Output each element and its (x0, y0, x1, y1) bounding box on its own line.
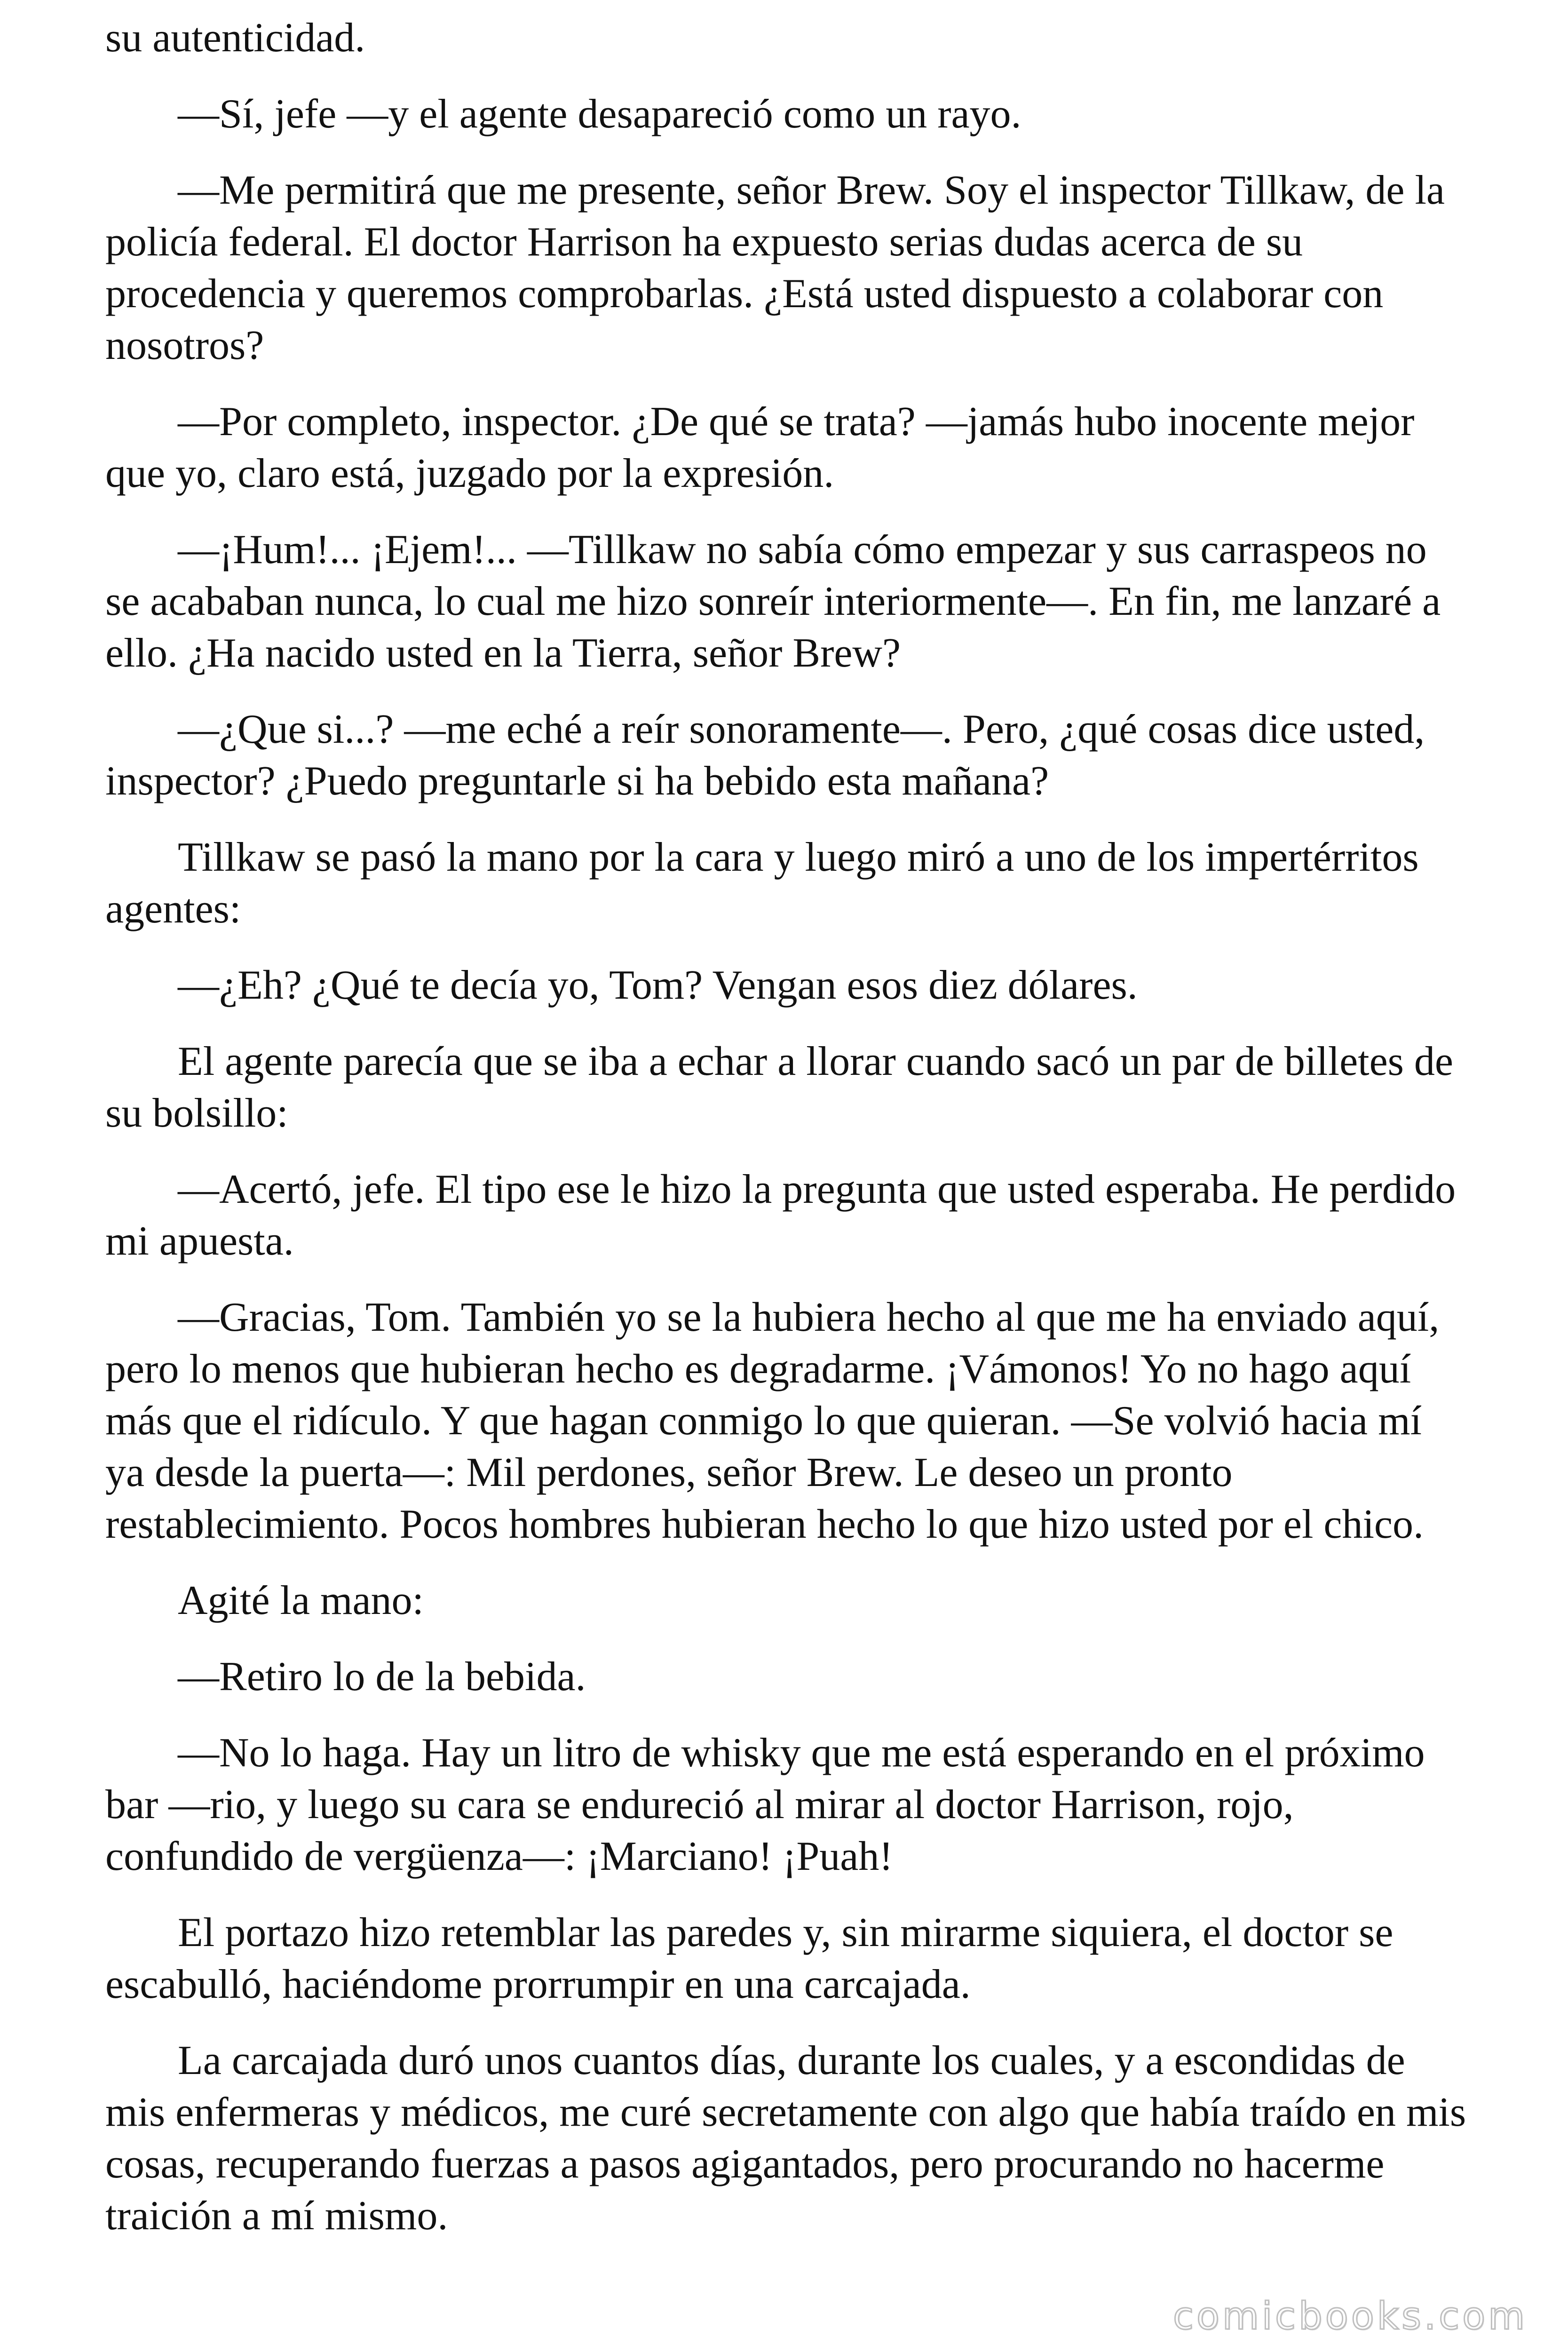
paragraph: —Sí, jefe —y el agente desapareció como un rayo. (178, 91, 1022, 137)
paragraph: —No lo haga. Hay un litro de whisky que me está esperando en el próximo bar —rio, y luego su cara se endureció al mirar al doctor Harrison, rojo, confundido de vergüenza—: ¡Marciano! ¡Puah! (105, 1730, 1425, 1879)
paragraph: El portazo hizo retemblar las paredes y, sin mirarme siquiera, el doctor se escabulló, haciéndome prorrumpir en una carcajada. (105, 1910, 1394, 2007)
paragraph: —Retiro lo de la bebida. (178, 1654, 586, 1700)
paragraph: La carcajada duró unos cuantos días, durante los cuales, y a escondidas de mis enfermeras y médicos, me curé secretamente con algo que había traído en mis cosas, recuperando fuerzas a pasos agigantados, pero procurando no hacerme traición a mí mismo. (105, 2038, 1466, 2239)
paragraph: —¡Hum!... ¡Ejem!... —Tillkaw no sabía cómo empezar y sus carraspeos no se acababan nunca, lo cual me hizo sonreír interiormente—. En fin, me lanzaré a ello. ¿Ha nacido usted en la Tierra, señor Brew? (105, 527, 1441, 676)
watermark: comicbooks.com (1172, 2294, 1528, 2338)
paragraph: —¿Eh? ¿Qué te decía yo, Tom? Vengan esos diez dólares. (178, 962, 1138, 1008)
paragraph: —Gracias, Tom. También yo se la hubiera hecho al que me ha enviado aquí, pero lo menos que hubieran hecho es degradarme. ¡Vámonos! Yo no hago aquí más que el ridículo. Y que hagan conmigo lo que quieran. —Se volvió hacia mí ya desde la puerta—: Mil perdones, señor Brew. Le deseo un pronto restablecimiento. Pocos hombres hubieran hecho lo que hizo usted por el chico. (105, 1295, 1440, 1547)
body-text (105, 12, 1469, 2266)
paragraph: Tillkaw se pasó la mano por la cara y luego miró a uno de los impertérritos agentes: (105, 834, 1419, 932)
paragraph: —¿Que si...? —me eché a reír sonoramente—. Pero, ¿qué cosas dice usted, inspector? ¿Puedo preguntarle si ha bebido esta mañana? (105, 707, 1425, 804)
paragraph: —Por completo, inspector. ¿De qué se trata? —jamás hubo inocente mejor que yo, claro está, juzgado por la expresión. (105, 399, 1415, 496)
paragraph: —Acertó, jefe. El tipo ese le hizo la pregunta que usted esperaba. He perdido mi apuesta. (105, 1167, 1456, 1264)
paragraph: El agente parecía que se iba a echar a llorar cuando sacó un par de billetes de su bolsillo: (105, 1039, 1453, 1136)
paragraph: su autenticidad. (105, 15, 365, 61)
paragraph: Agité la mano: (178, 1578, 424, 1623)
paragraph: —Me permitirá que me presente, señor Brew. Soy el inspector Tillkaw, de la policía federal. El doctor Harrison ha expuesto serias dudas acerca de su procedencia y queremos comprobarlas. ¿Está usted dispuesto a colaborar con nosotros? (105, 167, 1445, 368)
